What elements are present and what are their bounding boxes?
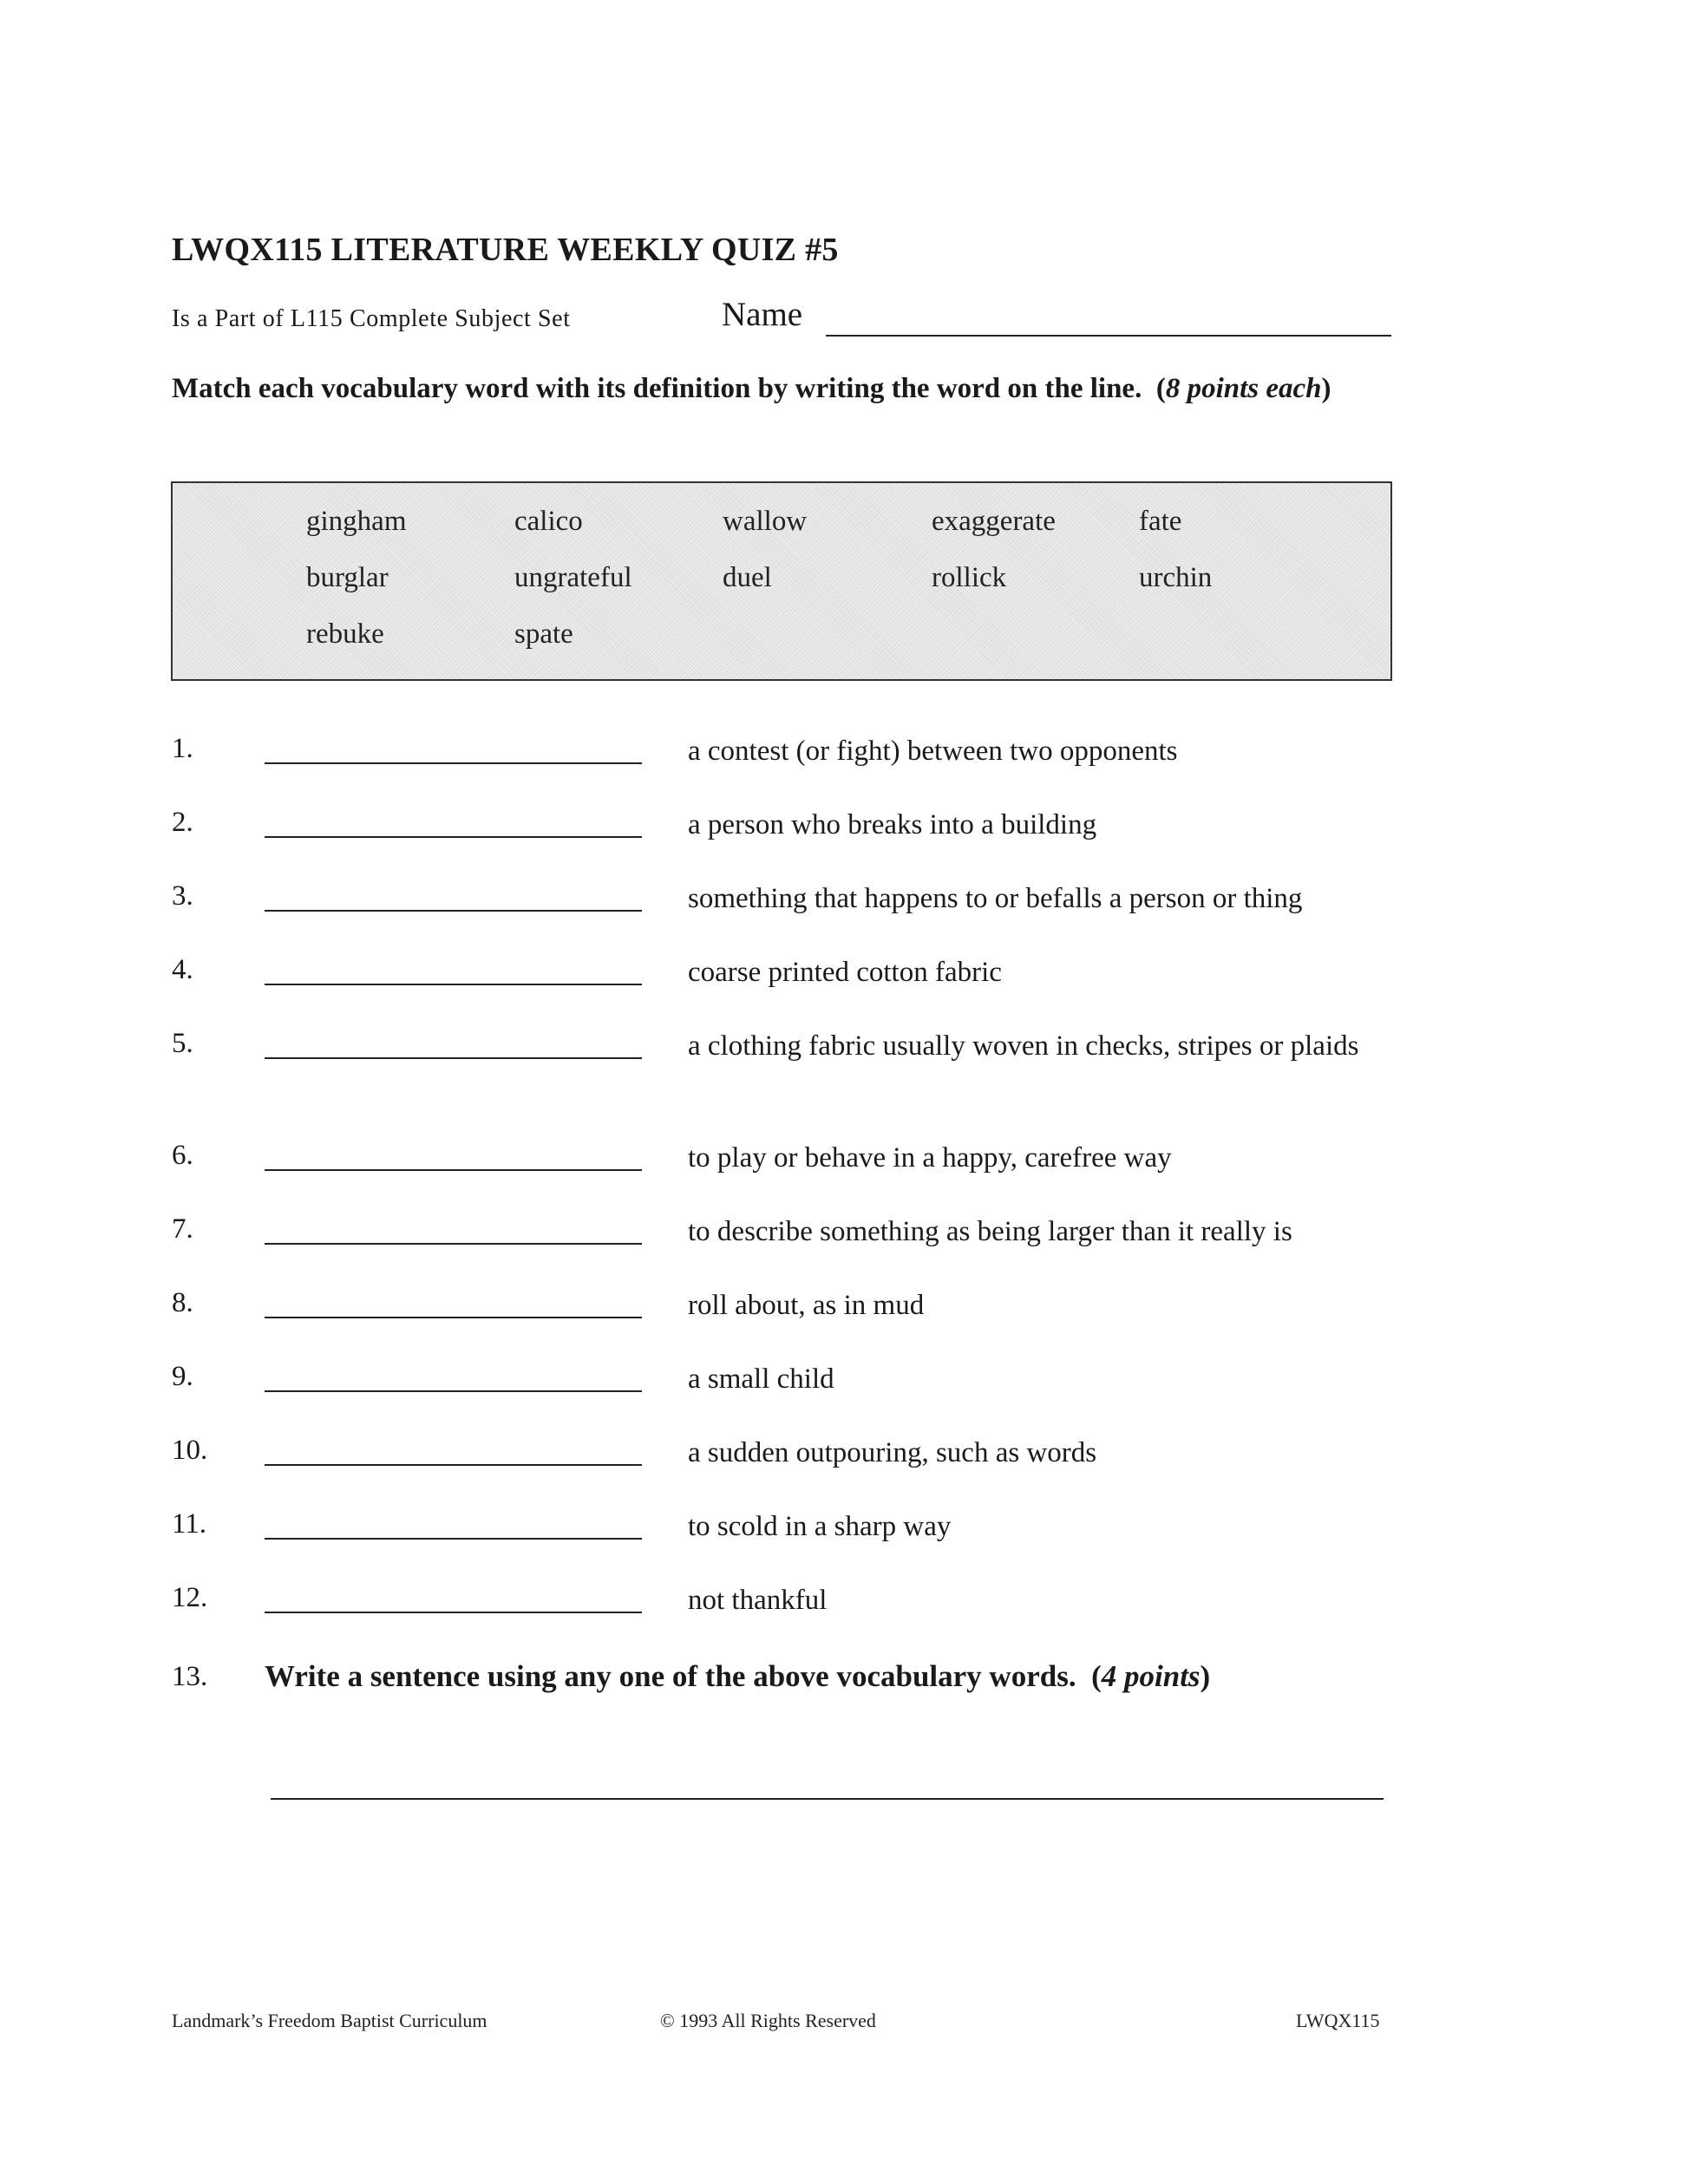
- answer-blank[interactable]: [265, 1057, 642, 1059]
- question-row: [0, 880, 1688, 932]
- page-title: LWQX115 LITERATURE WEEKLY QUIZ #5: [172, 232, 839, 268]
- word-bank-item: calico: [514, 506, 583, 537]
- question-definition: coarse printed cotton fabric: [688, 957, 1002, 988]
- question-number: 5.: [172, 1028, 193, 1059]
- instructions-points-open: (: [1155, 373, 1166, 404]
- question-13-number: 13.: [172, 1661, 208, 1692]
- question-row: [0, 1140, 1688, 1192]
- word-bank-item: wallow: [723, 506, 808, 537]
- question-number: 4.: [172, 954, 193, 985]
- answer-blank[interactable]: [265, 1464, 642, 1466]
- sentence-answer-line[interactable]: [271, 1798, 1384, 1800]
- question-13-points-open: (: [1091, 1659, 1102, 1693]
- answer-blank[interactable]: [265, 1612, 642, 1613]
- word-bank-item: gingham: [306, 506, 407, 537]
- footer-code: LWQX115: [1296, 2010, 1380, 2031]
- word-bank-item: burglar: [306, 562, 389, 593]
- question-row: [0, 1213, 1688, 1265]
- question-row: [0, 1028, 1688, 1080]
- word-bank-item: duel: [723, 562, 772, 593]
- word-bank-item: urchin: [1139, 562, 1213, 593]
- question-number: 6.: [172, 1140, 193, 1171]
- instructions-points-close: ): [1321, 373, 1331, 404]
- name-field[interactable]: [826, 335, 1391, 337]
- word-bank: [171, 481, 1392, 681]
- question-number: 10.: [172, 1435, 208, 1466]
- question-13-prompt: [265, 1659, 1210, 1694]
- question-number: 8.: [172, 1287, 193, 1318]
- answer-blank[interactable]: [265, 1317, 642, 1318]
- question-number: 7.: [172, 1213, 193, 1245]
- question-13-points: 4 points: [1101, 1659, 1201, 1693]
- answer-blank[interactable]: [265, 762, 642, 764]
- footer-curriculum: Landmark’s Freedom Baptist Curriculum: [172, 2010, 487, 2031]
- answer-blank[interactable]: [265, 836, 642, 838]
- question-number: 3.: [172, 880, 193, 912]
- word-bank-item: rebuke: [306, 618, 384, 650]
- answer-blank[interactable]: [265, 1538, 642, 1540]
- instructions: [172, 370, 1393, 407]
- question-definition: something that happens to or befalls a person or thing: [688, 883, 1303, 914]
- question-row: [0, 954, 1688, 1006]
- question-row: [0, 733, 1688, 785]
- word-bank-item: rollick: [932, 562, 1007, 593]
- question-definition: a clothing fabric usually woven in checks, stripes or plaids: [688, 1030, 1359, 1062]
- question-number: 9.: [172, 1361, 193, 1392]
- question-number: 12.: [172, 1582, 208, 1613]
- answer-blank[interactable]: [265, 984, 642, 985]
- question-definition: a sudden outpouring, such as words: [688, 1437, 1097, 1468]
- instructions-text: Match each vocabulary word with its definition by writing the word on the line.: [172, 373, 1142, 404]
- question-13-points-close: ): [1200, 1659, 1211, 1693]
- question-row: [0, 1508, 1688, 1560]
- question-definition: roll about, as in mud: [688, 1290, 925, 1321]
- question-definition: to scold in a sharp way: [688, 1511, 952, 1542]
- question-row: [0, 807, 1688, 859]
- word-bank-item: exaggerate: [932, 506, 1056, 537]
- answer-blank[interactable]: [265, 1390, 642, 1392]
- word-bank-item: spate: [514, 618, 573, 650]
- word-bank-item: fate: [1139, 506, 1182, 537]
- answer-blank[interactable]: [265, 1169, 642, 1171]
- question-definition: a contest (or fight) between two opponents: [688, 736, 1178, 767]
- question-row: [0, 1435, 1688, 1487]
- question-13-text: Write a sentence using any one of the above vocabulary words.: [265, 1659, 1076, 1693]
- question-number: 2.: [172, 807, 193, 838]
- question-definition: not thankful: [688, 1585, 828, 1616]
- subject-set-note: Is a Part of L115 Complete Subject Set: [172, 305, 571, 332]
- question-row: [0, 1287, 1688, 1339]
- question-definition: a small child: [688, 1363, 834, 1395]
- answer-blank[interactable]: [265, 1243, 642, 1245]
- question-number: 1.: [172, 733, 193, 764]
- answer-blank[interactable]: [265, 910, 642, 912]
- question-number: 11.: [172, 1508, 207, 1540]
- question-definition: to describe something as being larger than it really is: [688, 1216, 1292, 1247]
- question-definition: a person who breaks into a building: [688, 809, 1097, 840]
- question-definition: to play or behave in a happy, carefree way: [688, 1142, 1172, 1174]
- instructions-points: 8 points each: [1165, 373, 1322, 404]
- question-row: [0, 1582, 1688, 1634]
- footer-copyright: © 1993 All Rights Reserved: [660, 2010, 876, 2031]
- question-row: [0, 1361, 1688, 1413]
- word-bank-item: ungrateful: [514, 562, 632, 593]
- name-label: Name: [722, 296, 803, 333]
